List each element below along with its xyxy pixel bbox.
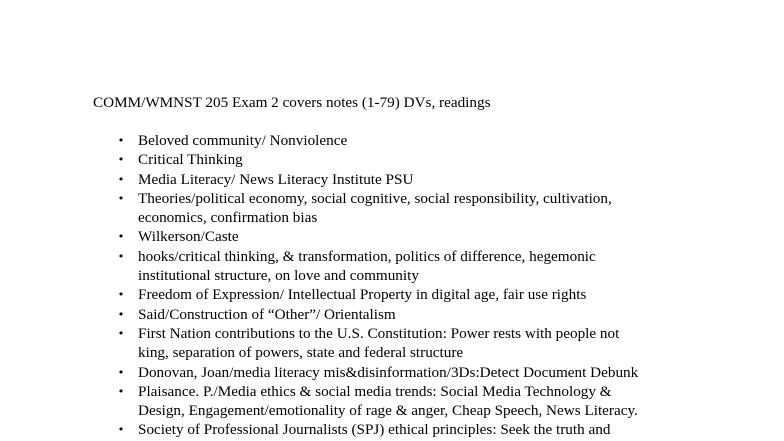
- list-item: [0, 227, 678, 246]
- bullet-icon: •: [117, 249, 125, 263]
- list-item: [0, 420, 678, 439]
- list-item-line: Society of Professional Journalists (SPJ) ethical principles: Seek the truth and: [138, 421, 611, 439]
- list-item-line: Theories/political economy, social cognitive, social responsibility, cultivation,: [138, 189, 612, 207]
- bullet-icon: •: [117, 172, 125, 186]
- list-item-line: economics, confirmation bias: [138, 209, 318, 227]
- list-item-line: Design, Engagement/emotionality of rage & anger, Cheap Speech, News Literacy.: [138, 402, 638, 420]
- list-item-line: Media Literacy/ News Literacy Institute PSU: [138, 170, 414, 188]
- list-item-line: hooks/critical thinking, & transformation, politics of difference, hegemonic: [138, 247, 596, 265]
- list-item: [0, 170, 678, 189]
- list-item-line: Freedom of Expression/ Intellectual Property in digital age, fair use rights: [138, 286, 587, 304]
- list-item-line: institutional structure, on love and community: [138, 267, 419, 285]
- bullet-icon: •: [117, 384, 125, 398]
- list-item-line: Wilkerson/Caste: [138, 228, 239, 246]
- list-item: [0, 189, 678, 228]
- list-item-line: king, separation of powers, state and federal structure: [138, 344, 464, 362]
- list-item-line: First Nation contributions to the U.S. Constitution: Power rests with people not: [138, 324, 620, 342]
- bullet-icon: •: [117, 153, 125, 167]
- list-item-line: Beloved community/ Nonviolence: [138, 132, 348, 149]
- bullet-icon: •: [117, 423, 125, 437]
- list-item-line: Plaisance. P./Media ethics & social media trends: Social Media Technology &: [138, 382, 612, 400]
- bullet-icon: •: [117, 288, 125, 302]
- bullet-icon: •: [117, 307, 125, 321]
- bullet-icon: •: [117, 191, 125, 205]
- document-heading: COMM/WMNST 205 Exam 2 covers notes (1-79) DVs, readings: [93, 94, 491, 111]
- bullet-icon: •: [117, 326, 125, 340]
- list-item: [0, 247, 678, 286]
- list-item: [0, 131, 678, 150]
- bullet-icon: •: [117, 365, 125, 379]
- bullet-icon: •: [117, 230, 125, 244]
- list-item: [0, 285, 678, 304]
- list-item: [0, 324, 678, 363]
- list-item: [0, 363, 678, 382]
- list-item-line: Said/Construction of “Other”/ Orientalism: [138, 305, 396, 323]
- list-item-line: Donovan, Joan/media literacy mis&disinformation/3Ds:Detect Document Debunk: [138, 363, 639, 381]
- topic-list: [0, 131, 678, 440]
- list-item: [0, 305, 678, 324]
- list-item: [0, 150, 678, 169]
- list-item-line: Critical Thinking: [138, 151, 243, 169]
- list-item: [0, 382, 678, 421]
- bullet-icon: •: [117, 134, 125, 147]
